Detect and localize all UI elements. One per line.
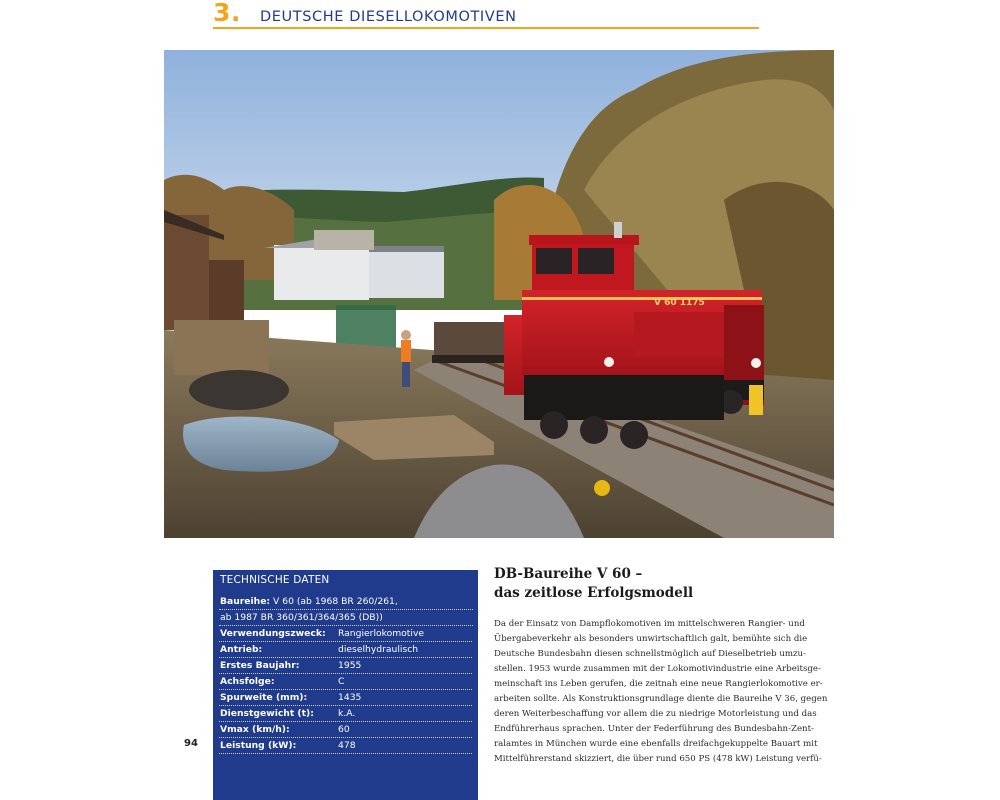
- data-key: Achsfolge:: [220, 676, 275, 687]
- loco-number-plate: V 60 1175: [654, 298, 705, 308]
- article-heading-line: DB-Baureihe V 60 –: [494, 566, 643, 582]
- article-line: Mittelführerstand skizziert, die über rund 650 PS (478 kW) Leistung verfü-: [494, 754, 822, 764]
- chapter-number: 3.: [213, 0, 241, 27]
- article-line: ralamtes in München wurde eine ebenfalls dreifachgekuppelte Bauart mit: [494, 739, 818, 749]
- data-value: 60: [338, 724, 350, 735]
- data-value: 1955: [338, 660, 362, 671]
- data-key: Vmax (km/h):: [220, 724, 290, 735]
- article-line: stellen. 1953 wurde zusammen mit der Lokomotivindustrie eine Arbeitsge-: [494, 664, 821, 674]
- chapter-title: DEUTSCHE DIESELLOKOMOTIVEN: [260, 9, 517, 25]
- data-value: Rangierlokomotive: [338, 628, 425, 639]
- article-line: Endführerhaus sprachen. Unter der Federführung des Bundesbahn-Zent-: [494, 724, 814, 734]
- data-key: Dienstgewicht (t):: [220, 708, 314, 719]
- data-key: Antrieb:: [220, 644, 263, 655]
- data-row: [219, 674, 472, 690]
- technical-data-box: [213, 570, 478, 800]
- locomotive-photo: [164, 50, 834, 538]
- technical-data-title: TECHNISCHE DATEN: [220, 574, 330, 586]
- article-heading: [494, 565, 760, 603]
- data-value: 1435: [338, 692, 362, 703]
- data-row: [219, 690, 472, 706]
- article: [494, 565, 828, 767]
- article-line: Da der Einsatz von Dampflokomotiven im mittelschweren Rangier- und: [494, 619, 805, 629]
- data-key: Erstes Baujahr:: [220, 660, 300, 671]
- chapter-rule: [213, 27, 759, 29]
- data-row: [219, 658, 472, 674]
- page-number: 94: [184, 738, 198, 749]
- article-line: Übergabeverkehr als besonders unwirtschaftlich galt, bemühte sich die: [494, 634, 808, 644]
- article-line: meinschaft ins Leben gerufen, die zeitnah eine neue Rangierlokomotive er-: [494, 679, 823, 689]
- article-line: deren Weiterbeschaffung vor allem die zu niedrige Motorleistung und das: [494, 709, 817, 719]
- chapter-header: [213, 0, 759, 30]
- article-line: Deutsche Bundesbahn diesen schnellstmöglich auf Dieselbetrieb umzu-: [494, 649, 806, 659]
- data-row: [219, 626, 472, 642]
- data-key: Baureihe:: [220, 596, 271, 607]
- data-key: Leistung (kW):: [220, 740, 297, 751]
- data-value: dieselhydraulisch: [338, 644, 419, 655]
- data-row: [219, 706, 472, 722]
- data-key: Verwendungszweck:: [220, 628, 326, 639]
- data-row-series: [219, 594, 473, 610]
- data-value: ab 1987 BR 360/361/364/365 (DB)): [220, 612, 383, 623]
- article-line: arbeiten sollte. Als Konstruktionsgrundlage diente die Baureihe V 36, gegen: [494, 694, 828, 704]
- data-value: k.A.: [338, 708, 356, 719]
- article-body: [494, 617, 828, 767]
- article-heading-line: das zeitlose Erfolgsmodell: [494, 585, 694, 601]
- data-value: 478: [338, 740, 356, 751]
- data-row: [219, 642, 472, 658]
- data-row: [219, 738, 472, 754]
- data-key: Spurweite (mm):: [220, 692, 308, 703]
- data-value: C: [338, 676, 345, 687]
- data-row: [219, 722, 472, 738]
- data-value: V 60 (ab 1968 BR 260/261,: [273, 596, 398, 607]
- data-row-series-continued: [219, 610, 473, 626]
